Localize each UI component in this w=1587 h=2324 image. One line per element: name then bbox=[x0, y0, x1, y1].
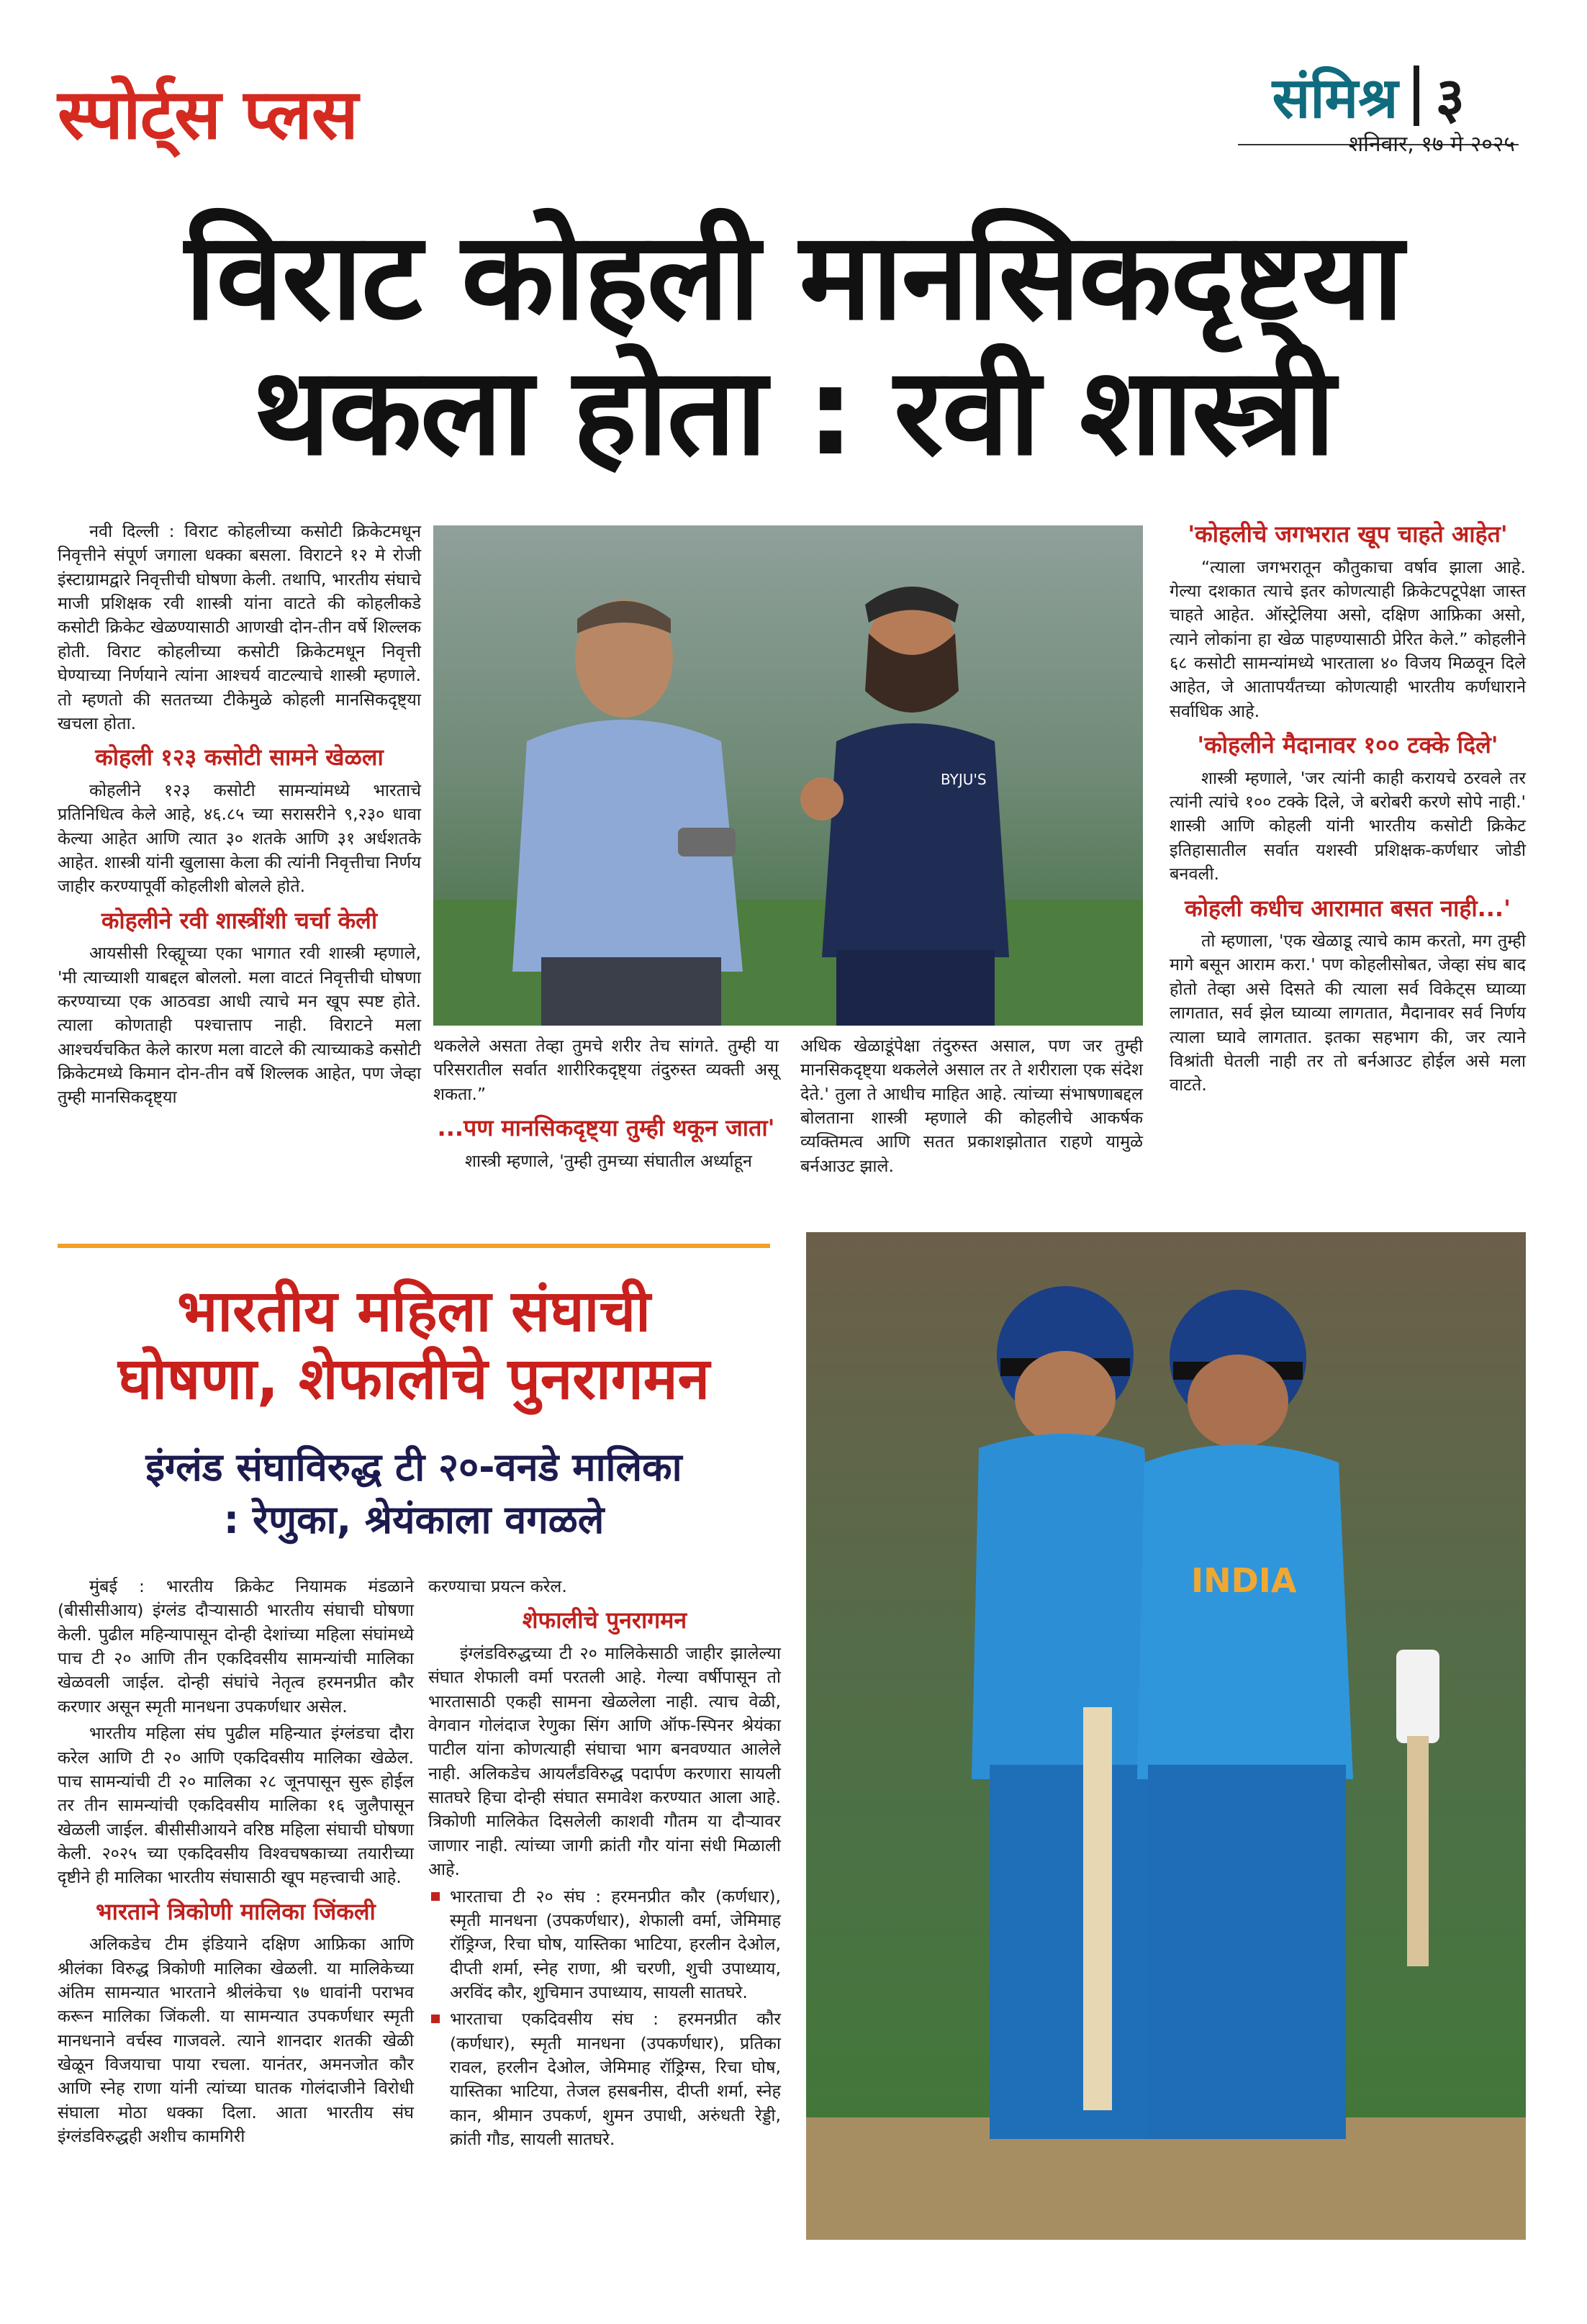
masthead: स्पोर्ट्स प्लस bbox=[58, 74, 358, 155]
story2-headline-line1: भारतीय महिला संघाची bbox=[177, 1278, 651, 1344]
story2-deck bbox=[58, 1442, 770, 1547]
story2-col1-para2: भारतीय महिला संघ पुढील महिन्यात इंग्लंडचा दौरा करेल आणि टी २० आणि एकदिवसीय मालिका खेळेल. पाच सामन्यांची टी २० मालिका २८ जूनपासून सुरू होईल तर तीन सामन्यांची एकदिवसीय मालिका १६ जुलैपासून खेळली जाईल. बीसीसीआयने वरिष्ठ महिला संघाची घोषणा केली. २०२५ च्या एकदिवसीय विश्वचषकाच्या तयारीच्या दृष्टीने ही मालिका भारतीय संघासाठी खूप महत्त्वाची आहे. bbox=[58, 1723, 414, 1888]
section-divider-rule bbox=[58, 1244, 770, 1248]
story2-col2-subhead1: शेफालीचे पुनरागमन bbox=[522, 1606, 687, 1635]
story2-col1-para3: अलिकडेच टीम इंडियाने दक्षिण आफ्रिका आणि श्रीलंका विरुद्ध त्रिकोणी मालिका खेळली. या मालिकेच्या अंतिम सामन्यात भारताने श्रीलंकेचा ९७ धावांनी पराभव करून मालिका जिंकली. या सामन्यात उपकर्णधार स्मृती मानधनाने वर्चस्व गाजवले. त्याने शानदार शतकी खेळी खेळून विजयाचा पाया रचला. यानंतर, अमनजोत कौर आणि स्नेह राणा यांनी त्यांच्या घातक गोलंदाजीने विरोधी संघाला मोठा धक्का दिला. आता भारतीय संघ इंग्लंडविरुद्धही अशीच कामगिरी bbox=[58, 1934, 414, 2147]
story1-headline bbox=[0, 206, 1587, 483]
photo-illustration-2 bbox=[806, 1232, 1526, 2240]
story2-col2-para2: इंग्लंडविरुद्धच्या टी २० मालिकेसाठी जाहीर झालेल्या संघात शेफाली वर्मा परतली आहे. गेल्या वर्षीपासून तो भारतासाठी एकही सामना खेळलेला नाही. त्याच वेळी, वेगवान गोलंदाज रेणुका सिंग आणि ऑफ-स्पिनर श्रेयंका पाटील यांना कोणत्याही संघाचा भाग बनवण्यात आलेले नाही. अलिकडेच आयर्लंडविरुद्ध पदार्पण करणारा सायली सातघरे हिचा दोन्ही संघात समावेश करण्यात आला आहे. त्रिकोणी मालिकेत दिसलेली काशवी गौतम या दौऱ्यावर जाणार नाही. त्यांच्या जागी क्रांती गौर यांना संधी मिळाली आहे. bbox=[428, 1642, 781, 1880]
section-divider bbox=[1414, 65, 1419, 126]
story2-column-1 bbox=[58, 1575, 414, 2152]
story2-deck-line2: : रेणुका, श्रेयंकाला वगळले bbox=[223, 1496, 605, 1542]
story1-col4-para1: “त्याला जगभरातून कौतुकाचा वर्षाव झाला आहे. गेल्या दशकात त्याचे इतर कोणत्याही क्रिकेटपटूपेक्षा जास्त चाहते आहेत. ऑस्ट्रेलिया असो, दक्षिण आफ्रिका असो, त्याने लोकांना हा खेळ पाहण्यासाठी प्रेरित केले.” कोहलीने ६८ कसोटी सामन्यांमध्ये भारताला ४० विजय मिळवून दिले आहेत, जे आतापर्यंतच्या कोणत्याही भारतीय कर्णधाराने सर्वाधिक आहे. bbox=[1170, 556, 1526, 721]
section-header bbox=[1272, 58, 1465, 134]
story1-col2-subhead1: ...पण मानसिकदृष्ट्या तुम्ही थकून जाता' bbox=[437, 1114, 775, 1142]
story1-col1-para1: नवी दिल्ली : विराट कोहलीच्या कसोटी क्रिकेटमधून निवृत्तीने संपूर्ण जगाला धक्का बसला. विराटने १२ मे रोजी इंस्टाग्रामद्वारे निवृत्तीची घोषणा केली. तथापि, भारतीय संघाचे माजी प्रशिक्षक रवी शास्त्री यांना वाटते की कोहलीकडे कसोटी क्रिकेट खेळण्यासाठी आणखी दोन-तीन वर्षे शिल्लक होती. विराट कोहलीच्या कसोटी क्रिकेटमधून निवृत्ती घेण्याच्या निर्णयाने त्यांना आश्चर्य वाटल्याचे शास्त्री म्हणाले. तो म्हणतो की सततच्या टीकेमुळे कोहली मानसिकदृष्ट्या खचला होता. bbox=[58, 521, 421, 733]
photo-illustration bbox=[433, 525, 1143, 1026]
story1-col2-para1: थकलेले असता तेव्हा तुमचे शरीर तेच सांगते. तुम्ही या परिसरातील सर्वात शारीरिकदृष्ट्या तंदुरुस्त व्यक्ती असू शकता.” bbox=[433, 1036, 779, 1104]
story1-col1-para2: कोहलीने १२३ कसोटी सामन्यांमध्ये भारताचे प्रतिनिधित्व केले आहे, ४६.८५ च्या सरासरीने ९,२३० धावा केल्या आहेत आणि त्यात ३० शतके आणि ३१ अर्धशतके आहेत. शास्त्री यांनी खुलासा केला की त्यांनी निवृत्तीचा निर्णय जाहीर करण्यापूर्वी कोहलीशी बोलले होते. bbox=[58, 779, 421, 897]
story1-col1-para3: आयसीसी रिव्ह्यूच्या एका भागात रवी शास्त्री म्हणाले, 'मी त्याच्याशी याबद्दल बोललो. मला वाटतं निवृत्तीची घोषणा करण्याच्या एक आठवडा आधी त्याचे मन खूप स्पष्ट होते. त्याला कोणताही पश्चात्ताप नाही. विराटने मला आश्चर्यचकित केले कारण मला वाटले की त्याच्याकडे कसोटी क्रिकेटमध्ये किमान दोन-तीन वर्षे शिल्लक आहेत, पण जेव्हा तुम्ही मानसिकदृष्ट्या bbox=[58, 943, 421, 1108]
story1-col1-subhead2: कोहलीने रवी शास्त्रींशी चर्चा केली bbox=[101, 906, 378, 934]
women-team-photo bbox=[806, 1232, 1526, 2240]
dateline: शनिवार, १७ मे २०२५ bbox=[1348, 132, 1515, 157]
story1-col2-para2: शास्त्री म्हणाले, 'तुम्ही तुमच्या संघातील अर्ध्याहून bbox=[465, 1150, 752, 1171]
story2-col1-para1: मुंबई : भारतीय क्रिकेट नियामक मंडळाने (बीसीसीआय) इंग्लंड दौऱ्यासाठी भारतीय संघाची घोषणा केली. पुढील महिन्यापासून दोन्ही देशांच्या महिला संघांमध्ये पाच टी २० आणि तीन एकदिवसीय सामन्यांची मालिका खेळवली जाईल. दोन्ही संघांचे नेतृत्व हरमनप्रीत कौर करणार असून स्मृती मानधना उपकर्णधार असेल. bbox=[58, 1576, 414, 1717]
story2-headline bbox=[58, 1278, 770, 1414]
story2-col1-subhead1: भारताने त्रिकोणी मालिका जिंकली bbox=[96, 1897, 376, 1925]
story1-column-1 bbox=[58, 520, 421, 1113]
story2-column-2 bbox=[428, 1575, 781, 2155]
shastri-kohli-photo bbox=[433, 525, 1143, 1026]
photo-jersey-text: BYJU'S bbox=[941, 771, 987, 788]
page-number: ३ bbox=[1435, 66, 1465, 131]
story2-col2-para1: करण्याचा प्रयत्न करेल. bbox=[428, 1576, 567, 1596]
story1-headline-line2: थकला होता : रवी शास्त्री bbox=[253, 341, 1334, 483]
section-name: संमिश्र bbox=[1272, 66, 1398, 131]
story1-col3-para1: अधिक खेळाडूंपेक्षा तंदुरुस्त असाल, पण जर तुम्ही मानसिकदृष्ट्या थकलेले असाल तर ते शरीराला एक संदेश देते.' तुला ते आधीच माहित आहे. त्यांच्या संभाषणाबद्दल बोलताना शास्त्री म्हणाले की कोहलीचे आकर्षक व्यक्तिमत्व आणि सतत प्रकाशझोतात राहणे यामुळे बर्नआउट झाले. bbox=[800, 1036, 1143, 1176]
story2-deck-line1: इंग्लंड संघाविरुद्ध टी २०-वनडे मालिका bbox=[145, 1444, 682, 1490]
story1-col4-subhead3: कोहली कधीच आरामात बसत नाही...' bbox=[1185, 894, 1511, 922]
story1-column-3 bbox=[800, 1034, 1143, 1181]
story1-col4-subhead2: 'कोहलीने मैदानावर १०० टक्के दिले' bbox=[1197, 731, 1498, 759]
story2-col2-odi-squad: भारताचा एकदिवसीय संघ : हरमनप्रीत कौर (कर्णधार), स्मृती मानधना (उपकर्णधार), प्रतिका रावल, हरलीन देओल, जेमिमाह रॉड्रिग्स, रिचा घोष, यास्तिका भाटिया, तेजल हसबनीस, दीप्ती शर्मा, स्नेह कान, श्रीमान उपकर्ण, शुमन उपाधी, अरुंधती रेड्डी, क्रांती गौड, सायली सातघरे. bbox=[428, 2007, 781, 2151]
story1-column-4 bbox=[1170, 520, 1526, 1100]
photo-jersey-text-2: INDIA bbox=[1191, 1561, 1297, 1600]
story1-col4-para2: शास्त्री म्हणाले, 'जर त्यांनी काही करायचे ठरवले तर त्यांनी त्यांचे १०० टक्के दिले, जे बरोबरी करणे सोपे नाही.' शास्त्री आणि कोहली यांनी भारतीय कसोटी क्रिकेट इतिहासातील सर्वात यशस्वी प्रशिक्षक-कर्णधार जोडी बनवली. bbox=[1170, 767, 1526, 885]
story1-column-2 bbox=[433, 1034, 779, 1176]
story2-headline-line2: घोषणा, शेफालीचे पुनरागमन bbox=[117, 1345, 710, 1413]
story1-col4-subhead1: 'कोहलीचे जगभरात खूप चाहते आहेत' bbox=[1188, 520, 1508, 548]
story2-col2-t20-squad: भारताचा टी २० संघ : हरमनप्रीत कौर (कर्णधार), स्मृती मानधना (उपकर्णधार), शेफाली वर्मा, जेमिमाह रॉड्रिग्ज, रिचा घोष, यास्तिका भाटिया, हरलीन देओल, दीप्ती शर्मा, स्नेह राणा, श्री चरणी, शुची उपाध्याय, अरविंद कौर, शुचिमान उपाध्याय, सायली सातघरे. bbox=[428, 1885, 781, 2005]
story1-col4-para3: तो म्हणाला, 'एक खेळाडू त्याचे काम करतो, मग तुम्ही मागे बसून आराम करा.' पण कोहलीसोबत, जेव्हा संघ बाद होतो तेव्हा असे दिसते की त्याला सर्व विकेट्स घ्याव्या लागतात, सर्व झेल घ्याव्या लागतात, मैदानावर सर्व निर्णय त्याला घ्यावे लागतात. इतका सहभाग की, जर त्याने विश्रांती घेतली नाही तर तो बर्नआउट होईल असे मला वाटते. bbox=[1170, 931, 1526, 1095]
story1-col1-subhead1: कोहली १२३ कसोटी सामने खेळला bbox=[95, 743, 384, 772]
story1-headline-line1: विराट कोहली मानसिकदृष्ट्या bbox=[184, 206, 1403, 347]
